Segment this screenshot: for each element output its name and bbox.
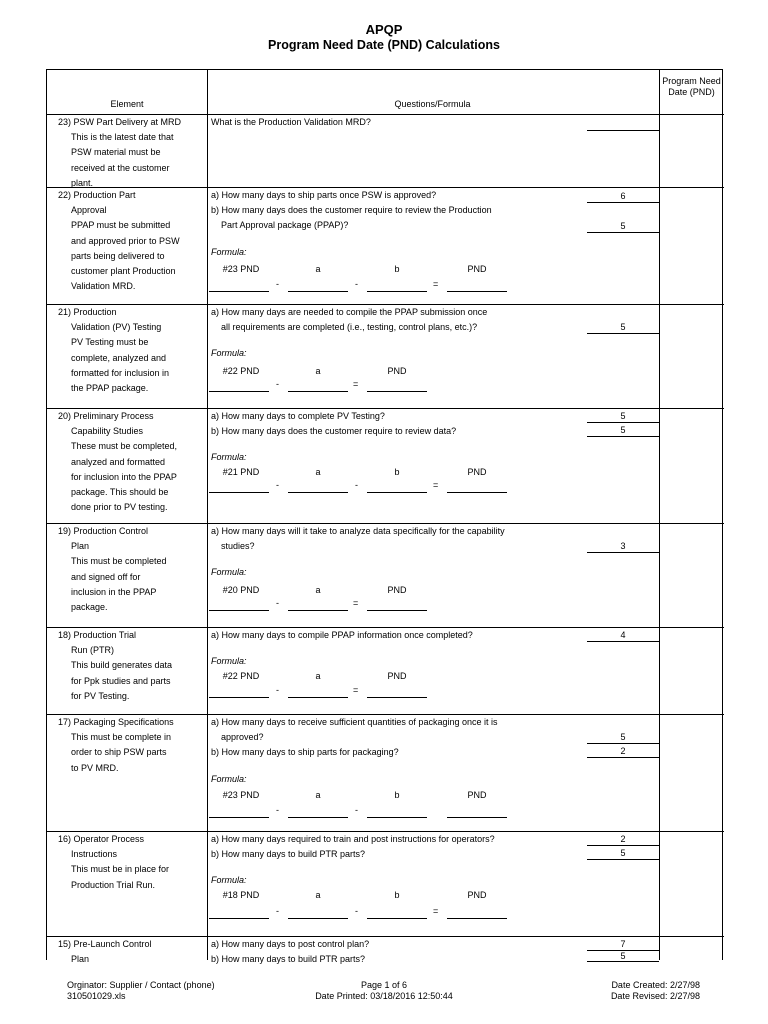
answer-field[interactable]: 5 <box>587 321 659 334</box>
header-pnd: Program Need Date (PND) <box>662 76 721 97</box>
formula-b: b <box>394 790 400 800</box>
question-cell: a) How many days to compile PPAP information once completed? Formula: <box>211 630 473 667</box>
formula-pnd: PND <box>467 890 487 900</box>
pnd-table <box>46 69 723 965</box>
formula-op: = <box>433 480 439 490</box>
answer-field[interactable]: 2 <box>587 745 659 758</box>
formula-op: - <box>355 480 358 490</box>
question-cell: What is the Production Validation MRD? <box>211 117 371 127</box>
formula-ref: #22 PND <box>222 366 260 376</box>
formula-a: a <box>315 790 321 800</box>
formula-op: = <box>353 379 359 389</box>
answer-field[interactable]: 2 <box>587 833 659 846</box>
formula-b: b <box>394 467 400 477</box>
row-16 <box>47 831 724 936</box>
formula-op: - <box>355 906 358 916</box>
formula-line <box>288 610 348 611</box>
row-17 <box>47 714 724 831</box>
formula-op: - <box>355 805 358 815</box>
formula-ref: #23 PND <box>222 264 260 274</box>
row-20 <box>47 408 724 523</box>
formula-op: - <box>276 906 279 916</box>
header-element: Element <box>110 99 144 109</box>
formula-line <box>288 918 348 919</box>
formula-pnd: PND <box>467 467 487 477</box>
footer-page: Page 1 of 6 <box>360 980 408 990</box>
element-cell: 17) Packaging Specifications This must be complete in order to ship PSW parts to PV MRD. <box>57 717 174 773</box>
footer-created: Date Created: 2/27/98 <box>611 980 700 990</box>
formula-op: = <box>353 598 359 608</box>
formula-line <box>367 610 427 611</box>
element-cell: 22) Production Part Approval PPAP must be submitted and approved prior to PSW parts being delivered to customer plant Production Validation MRD. <box>57 190 180 292</box>
footer-revised: Date Revised: 2/27/98 <box>610 991 700 1001</box>
element-cell: 23) PSW Part Delivery at MRD This is the latest date that PSW material must be received at the customer plant. <box>57 117 182 188</box>
question-cell: a) How many days are needed to compile the PPAP submission once all requirements are completed (i.e., testing, control plans, etc.)? Formula: <box>211 307 488 359</box>
question-cell: a) How many days to post control plan? b) How many days to build PTR parts? <box>211 939 370 965</box>
formula-op: - <box>276 685 279 695</box>
footer-printed: Date Printed: 03/18/2016 12:50:44 <box>315 991 453 1001</box>
formula-line <box>209 817 269 818</box>
formula-a: a <box>315 264 321 274</box>
formula-line <box>288 492 348 493</box>
answer-field[interactable]: 5 <box>587 424 659 437</box>
formula-line <box>209 918 269 919</box>
element-cell: 21) Production Validation (PV) Testing PV Testing must be complete, analyzed and formatted for inclusion in the PPAP package. <box>57 307 170 394</box>
answer-field[interactable]: 6 <box>587 190 659 203</box>
formula-op: - <box>276 279 279 289</box>
question-cell: a) How many days to ship parts once PSW is approved? b) How many days does the customer require to review the Production Part Approval package (PPAP)? Formula: <box>211 190 492 257</box>
formula-line <box>447 817 507 818</box>
formula-line <box>447 492 507 493</box>
formula-line <box>447 918 507 919</box>
formula-line <box>367 391 427 392</box>
formula-pnd: PND <box>387 671 407 681</box>
formula-op: - <box>276 480 279 490</box>
formula-line <box>209 391 269 392</box>
formula-line <box>367 291 427 292</box>
answer-field[interactable]: 5 <box>587 951 659 962</box>
formula-line <box>209 697 269 698</box>
formula-line <box>209 610 269 611</box>
formula-op: - <box>355 279 358 289</box>
answer-field[interactable]: 3 <box>587 540 659 553</box>
formula-op: - <box>276 379 279 389</box>
formula-line <box>209 492 269 493</box>
formula-line <box>288 697 348 698</box>
element-cell: 19) Production Control Plan This must be completed and signed off for inclusion in the PPAP package. <box>57 526 167 613</box>
formula-a: a <box>315 671 321 681</box>
formula-ref: #18 PND <box>222 890 260 900</box>
formula-line <box>288 391 348 392</box>
formula-line <box>288 817 348 818</box>
formula-op: - <box>276 805 279 815</box>
question-cell: a) How many days required to train and post instructions for operators? b) How many days to build PTR parts? Formula: <box>211 834 495 886</box>
document-subtitle: Program Need Date (PND) Calculations <box>268 38 500 52</box>
footer-right <box>560 980 700 1002</box>
formula-a: a <box>315 467 321 477</box>
element-cell: 20) Preliminary Process Capability Studies These must be completed, analyzed and formatted for inclusion into the PPAP package. This should be done prior to PV testing. <box>57 411 178 513</box>
question-cell: a) How many days will it take to analyze data specifically for the capability studies? Formula: <box>211 526 505 578</box>
formula-a: a <box>315 585 321 595</box>
formula-ref: #20 PND <box>222 585 260 595</box>
document-title: APQP <box>365 22 403 37</box>
formula-line <box>367 492 427 493</box>
answer-field[interactable]: 4 <box>587 629 659 642</box>
answer-field[interactable]: 7 <box>587 938 659 951</box>
footer-left <box>67 980 215 1002</box>
header-questions: Questions/Formula <box>394 99 471 109</box>
formula-op: = <box>353 685 359 695</box>
answer-field[interactable]: 5 <box>587 847 659 860</box>
answer-field[interactable]: 5 <box>587 410 659 423</box>
formula-line <box>367 918 427 919</box>
answer-field[interactable]: 5 <box>587 731 659 744</box>
formula-ref: #23 PND <box>222 790 260 800</box>
row-22 <box>47 187 724 304</box>
element-cell: 18) Production Trial Run (PTR) This build generates data for Ppk studies and parts for PV Testing. <box>57 630 173 701</box>
question-cell: a) How many days to receive sufficient quantities of packaging once it is approved? b) How many days to ship parts for packaging? Formula: <box>211 717 498 784</box>
formula-ref: #22 PND <box>222 671 260 681</box>
row-18 <box>47 627 724 714</box>
formula-line <box>447 291 507 292</box>
formula-a: a <box>315 366 321 376</box>
row-19 <box>47 523 724 627</box>
formula-b: b <box>394 264 400 274</box>
row-15 <box>47 936 724 965</box>
formula-op: = <box>433 279 439 289</box>
footer-center <box>284 980 484 1002</box>
formula-pnd: PND <box>467 790 487 800</box>
row-23 <box>47 114 724 187</box>
footer-file: 310501029.xls <box>67 991 126 1001</box>
formula-line <box>209 291 269 292</box>
footer-originator: Orginator: Supplier / Contact (phone) <box>67 980 215 990</box>
formula-op: - <box>276 598 279 608</box>
formula-a: a <box>315 890 321 900</box>
answer-field[interactable] <box>587 118 659 131</box>
element-cell: 15) Pre-Launch Control Plan <box>57 939 152 965</box>
formula-b: b <box>394 890 400 900</box>
formula-pnd: PND <box>467 264 487 274</box>
formula-pnd: PND <box>387 366 407 376</box>
answer-field[interactable]: 5 <box>587 220 659 233</box>
formula-pnd: PND <box>387 585 407 595</box>
formula-line <box>367 697 427 698</box>
question-cell: a) How many days to complete PV Testing? b) How many days does the customer require to review data? Formula: <box>211 411 457 463</box>
formula-ref: #21 PND <box>222 467 260 477</box>
element-cell: 16) Operator Process Instructions This must be in place for Production Trial Run. <box>57 834 170 890</box>
formula-op: = <box>433 906 439 916</box>
formula-line <box>367 817 427 818</box>
formula-line <box>288 291 348 292</box>
row-21 <box>47 304 724 408</box>
